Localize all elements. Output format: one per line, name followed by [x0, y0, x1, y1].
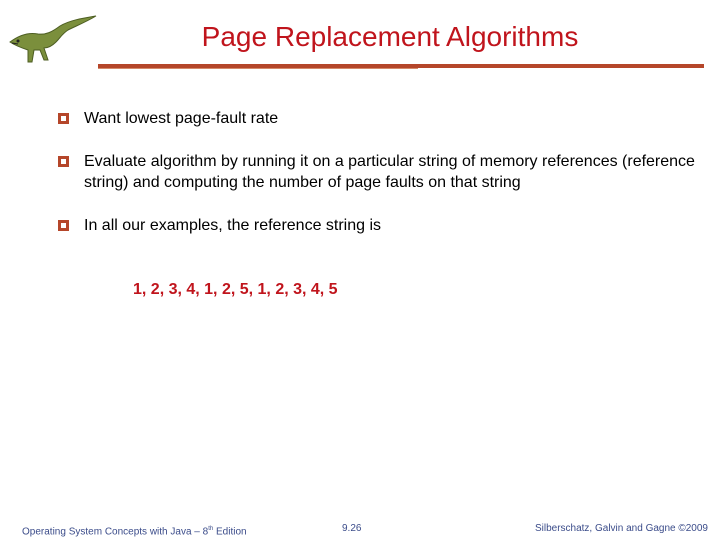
- reference-string: 1, 2, 3, 4, 1, 2, 5, 1, 2, 3, 4, 5: [133, 281, 338, 298]
- slide-title: Page Replacement Algorithms: [201, 21, 579, 52]
- footer-page-number: 9.26: [342, 523, 362, 534]
- bullet-text: Evaluate algorithm by running it on a particular string of memory references (reference string) and computing the number of page faults on that string: [84, 153, 695, 191]
- footer-book-title: [22, 522, 247, 539]
- square-bullet-icon: [58, 156, 69, 167]
- bullet-item: [58, 215, 698, 236]
- bullet-text: Want lowest page-fault rate: [84, 110, 279, 127]
- bullet-list: [58, 108, 698, 258]
- square-bullet-icon: [58, 220, 69, 231]
- bullet-item: [58, 108, 698, 129]
- footer-book-prefix: Operating System Concepts with Java – 8: [22, 526, 209, 538]
- footer-book-sup: th: [208, 526, 214, 532]
- footer-copyright: Silberschatz, Galvin and Gagne ©2009: [534, 523, 708, 534]
- bullet-item: [58, 151, 698, 193]
- bullet-text: In all our examples, the reference string is: [84, 217, 382, 234]
- dinosaur-logo-icon: [4, 12, 100, 66]
- square-bullet-icon: [58, 113, 69, 124]
- title-underline-accent: [98, 68, 418, 69]
- footer-book-suffix: Edition: [213, 526, 247, 538]
